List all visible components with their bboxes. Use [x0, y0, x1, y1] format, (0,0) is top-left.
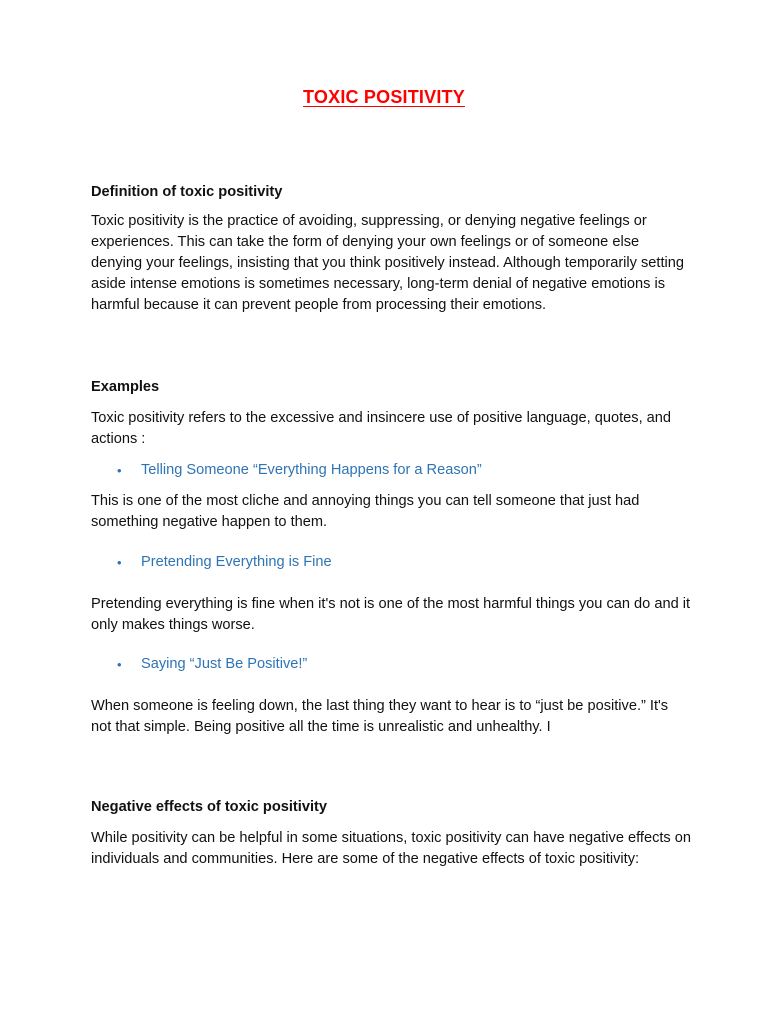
example-label-2: Pretending Everything is Fine: [141, 554, 332, 570]
document-title: TOXIC POSITIVITY: [303, 87, 465, 107]
example-label-3: Saying “Just Be Positive!”: [141, 656, 308, 672]
bullet-dot-icon: •: [117, 555, 122, 570]
example-description-2: Pretending everything is fine when it's not is one of the most harmful things you can do and it only makes things worse.: [91, 596, 691, 633]
negative-effects-heading: Negative effects of toxic positivity: [91, 799, 327, 815]
definition-paragraph: Toxic positivity is the practice of avoiding, suppressing, or denying negative feelings or experiences. This can take the form of denying your own feelings or of someone else denying your feelings, insisting that you think positively instead. Although temporarily setting aside intense emotions is sometimes necessary, long-term denial of negative emotions is harmful because it can prevent people from processing their emotions.: [91, 213, 685, 313]
bullet-dot-icon: •: [117, 657, 122, 672]
example-description-3: When someone is feeling down, the last thing they want to hear is to “just be positive.” It's not that simple. Being positive all the time is unrealistic and unhealthy. I: [91, 698, 669, 735]
example-description-1: This is one of the most cliche and annoying things you can tell someone that just had something negative happen to them.: [91, 493, 640, 530]
bullet-dot-icon: •: [117, 463, 122, 478]
negative-effects-paragraph: While positivity can be helpful in some situations, toxic positivity can have negative effects on individuals and communities. Here are some of the negative effects of toxic positivity:: [91, 830, 692, 867]
examples-intro: Toxic positivity refers to the excessive and insincere use of positive language, quotes, and actions :: [91, 410, 672, 447]
example-label-1: Telling Someone “Everything Happens for a Reason”: [141, 462, 482, 478]
definition-heading: Definition of toxic positivity: [91, 184, 283, 200]
examples-heading: Examples: [91, 379, 160, 395]
